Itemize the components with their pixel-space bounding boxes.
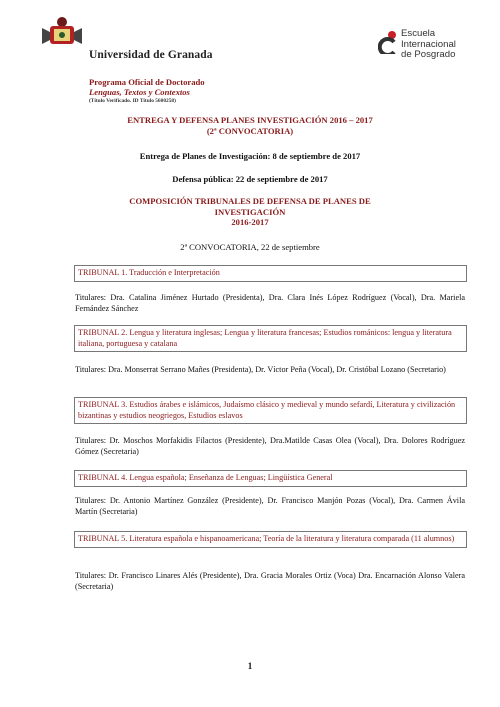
composicion-heading [0,196,500,228]
program-name [89,77,205,97]
main-heading-line-1: ENTREGA Y DEFENSA PLANES INVESTIGACIÓN 2016 – 2017 [127,115,373,125]
tribunal-2-titulares: Titulares: Dra. Monserrat Serrano Mañes (Presidenta), Dr. Víctor Peña (Vocal), Dr. Cristóbal Lozano (Secretario) [75,365,446,374]
main-heading [0,115,500,137]
eip-line-1: Escuela [401,28,436,39]
tribunal-5-titulares: Titulares: Dr. Francisco Linares Alés (Presidente), Dra. Gracia Morales Ortiz (Voca) Dra. Encarnación Alonso Valera (Secretaria) [75,571,465,591]
page-number: 1 [247,661,253,671]
tribunal-2-title: TRIBUNAL 2. Lengua y literatura inglesas; Lengua y literatura francesas; Estudios románicos: lengua y literatura italiana, portuguesa y catalana [74,325,467,352]
university-name: Universidad de Granada [89,49,213,61]
convocatoria: 2ª CONVOCATORIA, 22 de septiembre [180,242,320,252]
university-crest-logo [38,14,86,55]
program-line-1: Programa Oficial de Doctorado [89,77,205,87]
tribunal-4-title: TRIBUNAL 4. Lengua española; Enseñanza de Lenguas; Lingüística General [74,470,467,487]
composicion-line-3: 2016-2017 [231,217,269,227]
tribunal-1-title: TRIBUNAL 1. Traducción e Interpretación [74,265,467,282]
eip-name [401,29,456,61]
composicion-line-2: INVESTIGACIÓN [214,206,286,217]
composicion-line-1: COMPOSICIÓN TRIBUNALES DE DEFENSA DE PLANES DE [129,196,371,206]
title-verified: (Título Verificado. ID Título 5600258) [89,98,176,104]
program-line-2: Lenguas, Textos y Contextos [89,87,190,97]
tribunal-3-titulares: Titulares: Dr. Moschos Morfakidis Filactos (Presidente), Dra.Matilde Casas Olea (Vocal), Dra. Dolores Rodríguez Gómez (Secretaria) [75,436,465,456]
tribunal-3-title: TRIBUNAL 3. Estudios árabes e islámicos, Judaísmo clásico y medieval y mundo sefardí, Literatura y civilización bizantinas y estudios neogriegos, Estudios eslavos [74,397,467,424]
entrega-date: Entrega de Planes de Investigación: 8 de septiembre de 2017 [139,151,361,161]
eip-line-2: Internacional [401,38,456,50]
main-heading-line-2: (2ª CONVOCATORIA) [206,126,294,136]
defensa-date: Defensa pública: 22 de septiembre de 2017 [172,174,328,184]
tribunal-5-title: TRIBUNAL 5. Literatura española e hispanoamericana; Teoría de la literatura y literatura comparada (11 alumnos) [74,531,467,548]
eip-logo-icon [378,30,400,59]
eip-line-3: de Posgrado [401,49,456,60]
tribunal-1-titulares: Titulares: Dra. Catalina Jiménez Hurtado (Presidenta), Dra. Clara Inés López Rodríguez (Vocal), Dra. Mariela Fernández Sánchez [75,293,465,313]
tribunal-4-titulares: Titulares: Dr. Antonio Martínez González (Presidente), Dr. Francisco Manjón Pozas (Vocal), Dra. Carmen Ávila Martín (Secretaria) [75,496,465,516]
